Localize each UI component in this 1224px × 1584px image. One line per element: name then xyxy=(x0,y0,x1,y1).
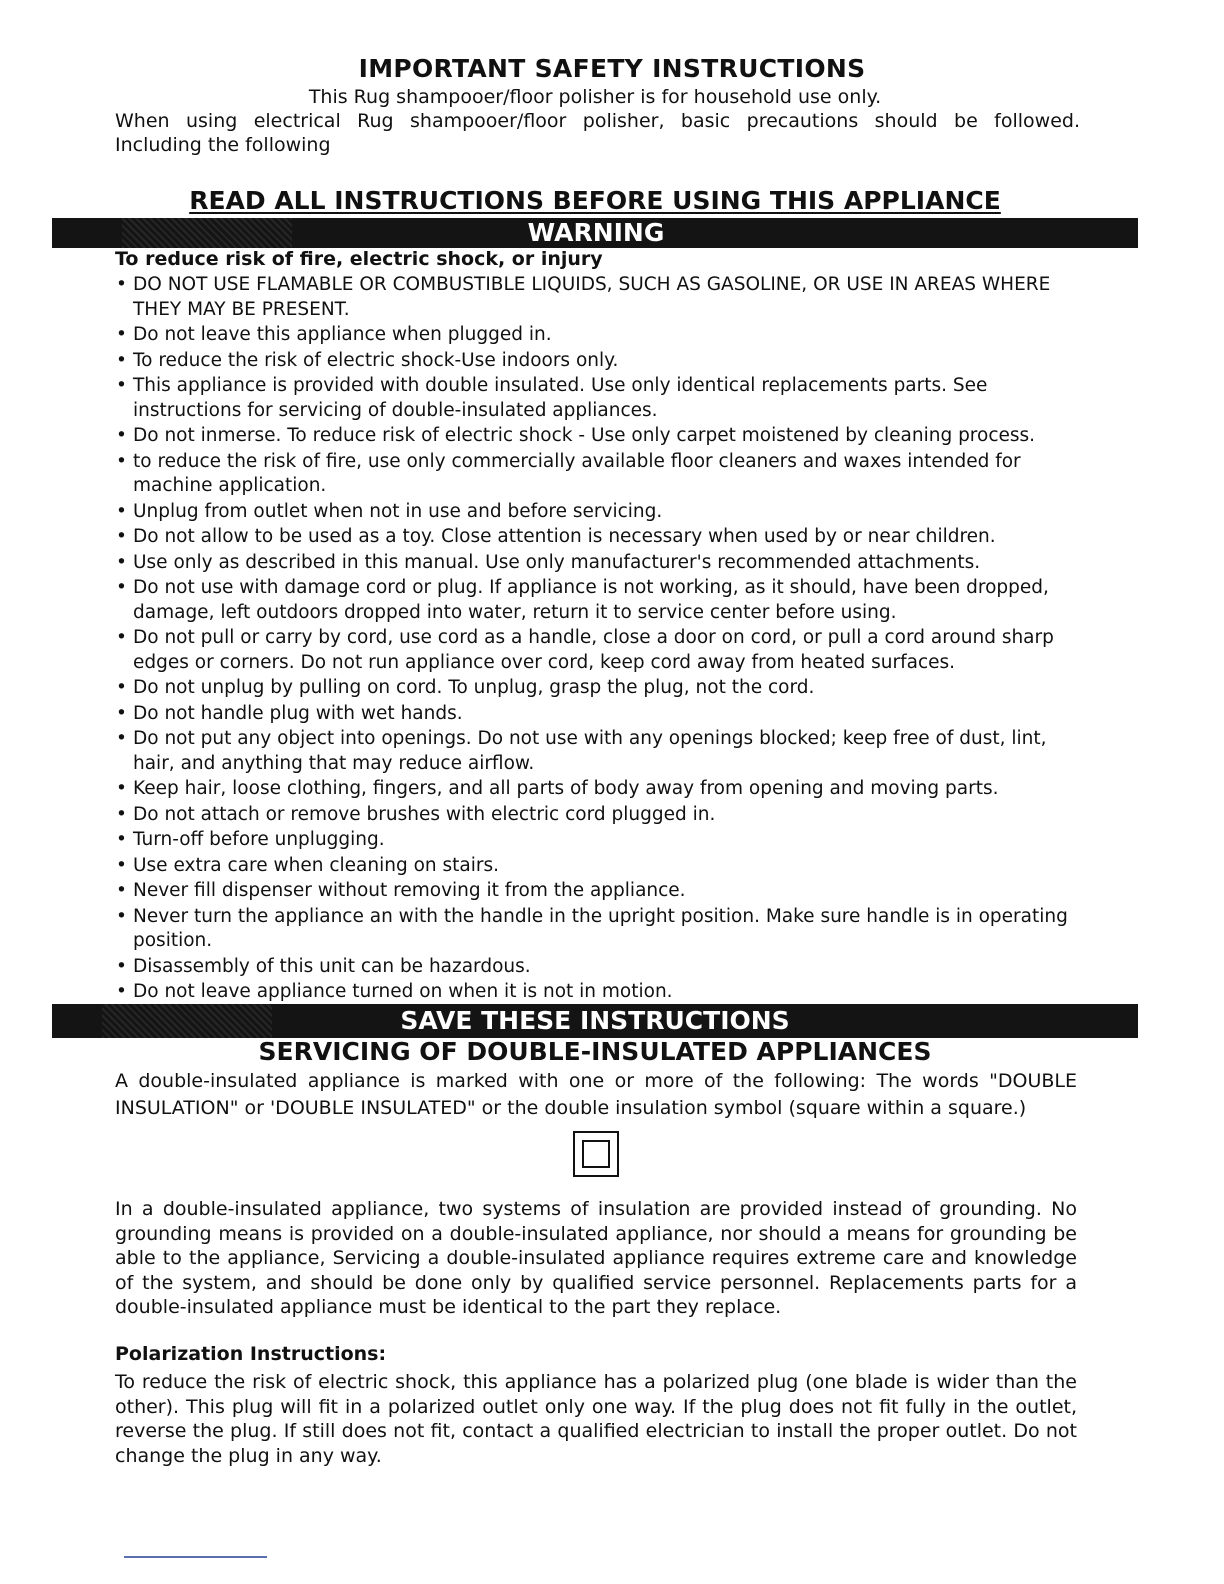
footer-divider xyxy=(124,1556,267,1558)
insulation-text: In a double-insulated appliance, two systems of insulation are provided instead of grounding. No grounding means is provided on a double-insulated appliance, nor should a means for grounding be able to the appliance, Servicing a double-insulated appliance requires extreme care and knowledge of the system, and should be done only by qualified service personnel. Replacements parts for a double-insulated appliance must be identical to the part they replace. xyxy=(115,1198,1077,1318)
list-item: • Use only as described in this manual. Use only manufacturer's recommended attachments. xyxy=(115,551,1080,576)
list-item: • Disassembly of this unit can be hazardous. xyxy=(115,955,1080,980)
polarization-heading: Polarization Instructions: xyxy=(115,1343,387,1365)
list-item: • Turn-off before unplugging. xyxy=(115,828,1080,853)
list-item: • Do not pull or carry by cord, use cord as a handle, close a door on cord, or pull a cord around sharp edges or corners. Do not run appliance over cord, keep cord away from heated surfaces. xyxy=(115,626,1080,675)
intro-line-1: When using electrical Rug shampooer/floor polisher, basic precautions should be followed. xyxy=(115,110,1080,132)
list-item: • Do not use with damage cord or plug. If appliance is not working, as it should, have been dropped, damage, left outdoors dropped into water, return it to service center before using. xyxy=(115,576,1080,625)
list-item: • DO NOT USE FLAMABLE OR COMBUSTIBLE LIQUIDS, SUCH AS GASOLINE, OR USE IN AREAS WHERE THEY MAY BE PRESENT. xyxy=(115,273,1080,322)
list-item: • Never turn the appliance an with the handle in the upright position. Make sure handle is in operating position. xyxy=(115,905,1080,954)
list-item: • Do not allow to be used as a toy. Close attention is necessary when used by or near children. xyxy=(115,525,1080,550)
list-item: • Unplug from outlet when not in use and before servicing. xyxy=(115,500,1080,525)
intro-text xyxy=(115,109,1080,157)
list-item: • To reduce the risk of electric shock-Use indoors only. xyxy=(115,349,1080,374)
risk-heading: To reduce risk of fire, electric shock, or injury xyxy=(115,248,603,270)
list-item: • Do not leave this appliance when plugged in. xyxy=(115,323,1080,348)
banner-texture xyxy=(122,218,292,248)
polarization-text: To reduce the risk of electric shock, this appliance has a polarized plug (one blade is wider than the other). This plug will fit in a polarized outlet only one way. If the plug does not fit fully in the outlet, reverse the plug. If still does not fit, contact a qualified electrician to install the proper outlet. Do not change the plug in any way. xyxy=(115,1371,1077,1467)
list-item: • Do not attach or remove brushes with electric cord plugged in. xyxy=(115,803,1080,828)
list-item: • Do not handle plug with wet hands. xyxy=(115,702,1080,727)
list-item: • Do not put any object into openings. Do not use with any openings blocked; keep free of dust, lint, hair, and anything that may reduce airflow. xyxy=(115,727,1080,776)
list-item: • This appliance is provided with double insulated. Use only identical replacements parts. See instructions for servicing of double-insulated appliances. xyxy=(115,374,1080,423)
list-item: • Keep hair, loose clothing, fingers, and all parts of body away from opening and moving parts. xyxy=(115,777,1080,802)
servicing-heading: SERVICING OF DOUBLE-INSULATED APPLIANCES xyxy=(258,1037,932,1066)
warnings-list xyxy=(115,273,1080,1006)
servicing-text: A double-insulated appliance is marked with one or more of the following: The words "DOUBLE INSULATION" or 'DOUBLE INSULATED" or the double insulation symbol (square within a square.) xyxy=(115,1070,1077,1119)
list-item: • to reduce the risk of fire, use only commercially available floor cleaners and waxes intended for machine application. xyxy=(115,450,1080,499)
page-title: IMPORTANT SAFETY INSTRUCTIONS xyxy=(358,54,866,83)
inner-square xyxy=(582,1140,610,1168)
save-instructions-banner xyxy=(52,1004,1138,1038)
list-item: • Do not inmerse. To reduce risk of electric shock - Use only carpet moistened by cleaning process. xyxy=(115,424,1080,449)
page-subtitle: This Rug shampooer/floor polisher is for household use only. xyxy=(308,86,882,108)
intro-line-2: Including the following xyxy=(115,134,331,156)
save-label: SAVE THESE INSTRUCTIONS xyxy=(400,1006,790,1035)
warning-label: WARNING xyxy=(527,218,665,247)
warning-banner xyxy=(52,218,1138,248)
list-item: • Do not leave appliance turned on when it is not in motion. xyxy=(115,980,1080,1005)
list-item: • Never fill dispenser without removing it from the appliance. xyxy=(115,879,1080,904)
read-all-heading: READ ALL INSTRUCTIONS BEFORE USING THIS APPLIANCE xyxy=(189,186,1001,215)
banner-texture xyxy=(102,1004,272,1038)
list-item: • Do not unplug by pulling on cord. To unplug, grasp the plug, not the cord. xyxy=(115,676,1080,701)
double-insulation-symbol-icon xyxy=(573,1131,619,1177)
list-item: • Use extra care when cleaning on stairs. xyxy=(115,854,1080,879)
